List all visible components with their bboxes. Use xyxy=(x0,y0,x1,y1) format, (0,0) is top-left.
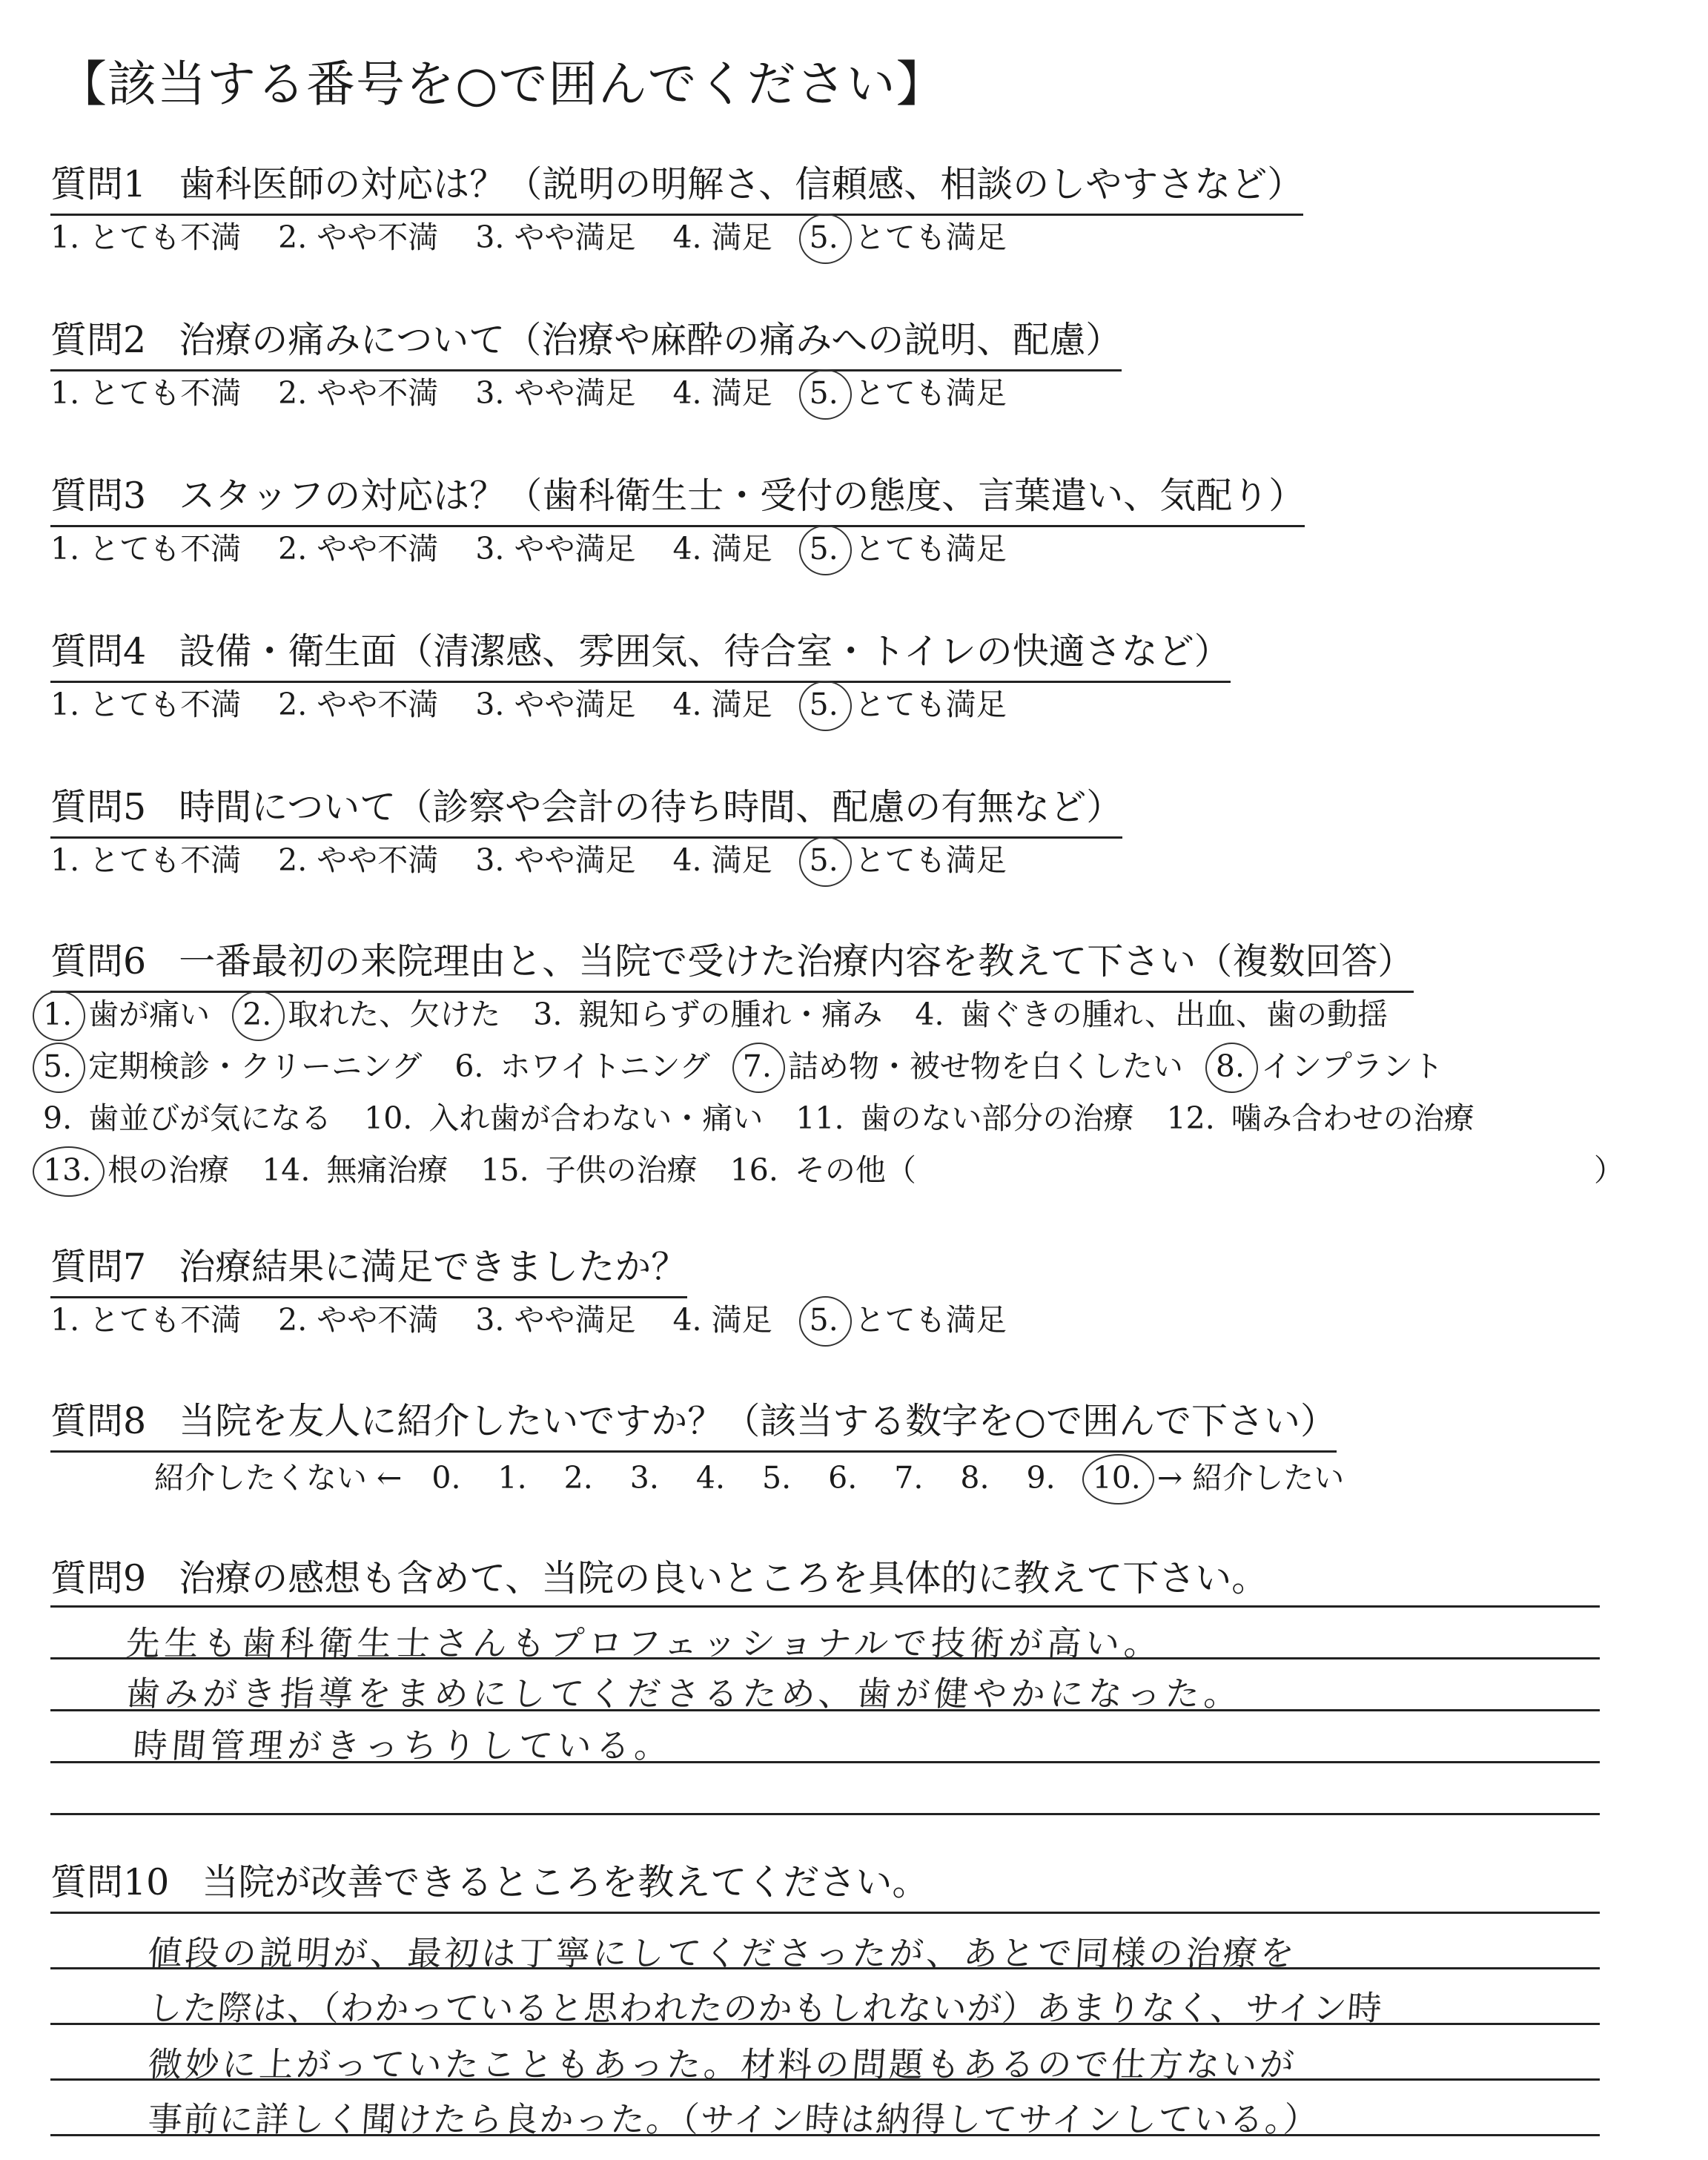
recommend-1[interactable]: 1. xyxy=(497,1460,527,1496)
page-title: 【該当する番号を○で囲んでください】 xyxy=(58,56,946,113)
option-1[interactable]: 1. とても不満 xyxy=(50,219,242,255)
recommend-3[interactable]: 3. xyxy=(629,1460,659,1496)
question-6-label: 質問6 xyxy=(50,940,147,982)
question-2-label: 質問2 xyxy=(50,319,147,361)
recommend-left-label: 紹介したくない ← xyxy=(154,1460,403,1496)
option-2[interactable]: 2. やや不満 xyxy=(278,842,439,878)
option-4[interactable]: 4. 満足 xyxy=(672,531,772,567)
option-3[interactable]: 3. やや満足 xyxy=(475,687,636,722)
option-4[interactable]: 4. 満足 xyxy=(672,1302,772,1338)
reason-4-text: 歯ぐきの腫れ、出血、歯の動揺 xyxy=(960,997,1388,1032)
reason-9-text: 歯並びが気になる xyxy=(88,1100,332,1136)
option-5-selected[interactable]: 5. xyxy=(809,687,838,722)
question-10-label: 質問10 xyxy=(50,1861,170,1903)
question-8-label: 質問8 xyxy=(50,1400,147,1442)
reason-8-text: インプラント xyxy=(1261,1048,1443,1084)
reason-3-text: 親知らずの腫れ・痛み xyxy=(578,997,883,1032)
option-1[interactable]: 1. とても不満 xyxy=(50,842,242,878)
reason-6-text: ホワイトニング xyxy=(500,1048,710,1084)
q10-answer-line-2[interactable]: した際は、（わかっていると思われたのかもしれないが）あまりなく、サイン時 xyxy=(146,1988,1384,2028)
reason-1-number[interactable]: 1. xyxy=(43,997,73,1032)
question-8 xyxy=(50,1393,1337,1453)
reason-5-text: 定期検診・クリーニング xyxy=(88,1048,423,1084)
option-5-label: とても満足 xyxy=(854,842,1007,878)
recommend-7[interactable]: 7. xyxy=(894,1460,924,1496)
question-8-text: 当院を友人に紹介したいですか？（該当する数字を○で囲んで下さい） xyxy=(179,1400,1337,1442)
question-3-label: 質問3 xyxy=(50,475,147,517)
option-1[interactable]: 1. とても不満 xyxy=(50,531,242,567)
question-5 xyxy=(50,779,1122,839)
reason-13-text: 根の治療 xyxy=(107,1152,230,1188)
question-4-text: 設備・衛生面（清潔感、雰囲気、待合室・トイレの快適さなど） xyxy=(179,630,1231,673)
reason-7-number[interactable]: 7. xyxy=(742,1048,772,1084)
reason-13-number[interactable]: 13. xyxy=(43,1152,92,1188)
q10-answer-line-3[interactable]: 微妙に上がっていたこともあった。材料の問題もあるので仕方ないが xyxy=(146,2044,1299,2084)
question-1-text: 歯科医師の対応は？（説明の明解さ、信頼感、相談のしやすさなど） xyxy=(179,163,1304,205)
recommend-8[interactable]: 8. xyxy=(960,1460,990,1496)
question-2-scale xyxy=(50,369,1007,412)
option-2[interactable]: 2. やや不満 xyxy=(278,687,439,722)
question-6-row-4 xyxy=(43,1146,949,1189)
reason-11-number[interactable]: 11. xyxy=(795,1100,844,1136)
reason-3-number[interactable]: 3. xyxy=(533,997,563,1032)
recommend-10-selected[interactable]: 10. xyxy=(1092,1460,1141,1496)
option-4[interactable]: 4. 満足 xyxy=(672,219,772,255)
question-9-text: 治療の感想も含めて、当院の良いところを具体的に教えて下さい。 xyxy=(179,1557,1268,1599)
question-7-scale xyxy=(50,1295,1007,1339)
question-2-text: 治療の痛みについて（治療や麻酔の痛みへの説明、配慮） xyxy=(179,319,1122,361)
reason-2-number[interactable]: 2. xyxy=(242,997,272,1032)
recommend-right-label: → 紹介したい xyxy=(1156,1460,1345,1496)
recommend-5[interactable]: 5. xyxy=(762,1460,792,1496)
option-1[interactable]: 1. とても不満 xyxy=(50,1302,242,1338)
question-2 xyxy=(50,311,1122,371)
question-5-text: 時間について（診察や会計の待ち時間、配慮の有無など） xyxy=(179,786,1123,828)
question-3-scale xyxy=(50,524,1007,568)
option-5-label: とても満足 xyxy=(854,531,1007,567)
option-5-selected[interactable]: 5. xyxy=(809,1302,838,1338)
question-7 xyxy=(50,1238,687,1298)
option-4[interactable]: 4. 満足 xyxy=(672,375,772,411)
reason-5-number[interactable]: 5. xyxy=(43,1048,73,1084)
reason-15-number[interactable]: 15. xyxy=(480,1152,529,1188)
question-1-label: 質問1 xyxy=(50,163,147,205)
question-4-scale xyxy=(50,680,1007,724)
option-5-selected[interactable]: 5. xyxy=(809,375,838,411)
option-3[interactable]: 3. やや満足 xyxy=(475,842,636,878)
option-2[interactable]: 2. やや不満 xyxy=(278,1302,439,1338)
question-8-scale xyxy=(154,1453,1344,1497)
option-3[interactable]: 3. やや満足 xyxy=(475,1302,636,1338)
q10-answer-line-1[interactable]: 値段の説明が、最初は丁寧にしてくださったが、あとで同様の治療を xyxy=(146,1933,1299,1973)
question-3-text: スタッフの対応は？（歯科衛生士・受付の態度、言葉遣い、気配り） xyxy=(179,475,1305,517)
option-4[interactable]: 4. 満足 xyxy=(672,842,772,878)
reason-16-number[interactable]: 16. xyxy=(729,1152,778,1188)
option-5-selected[interactable]: 5. xyxy=(809,219,838,255)
option-3[interactable]: 3. やや満足 xyxy=(475,375,636,411)
recommend-2[interactable]: 2. xyxy=(563,1460,593,1496)
option-2[interactable]: 2. やや不満 xyxy=(278,531,439,567)
question-6-row-2 xyxy=(43,1042,1476,1086)
question-7-label: 質問7 xyxy=(50,1246,147,1288)
option-3[interactable]: 3. やや満足 xyxy=(475,531,636,567)
option-5-label: とても満足 xyxy=(854,1302,1007,1338)
reason-10-number[interactable]: 10. xyxy=(364,1100,413,1136)
reason-16-text: その他（ xyxy=(794,1152,916,1188)
option-3[interactable]: 3. やや満足 xyxy=(475,219,636,255)
option-5-selected[interactable]: 5. xyxy=(809,531,838,567)
reason-7-text: 詰め物・被せ物を白くしたい xyxy=(787,1048,1183,1084)
reason-15-text: 子供の治療 xyxy=(545,1152,698,1188)
question-6-row-3 xyxy=(43,1094,1507,1137)
q9-answer-line-3[interactable]: 時間管理がきっちりしている。 xyxy=(131,1725,675,1766)
option-2[interactable]: 2. やや不満 xyxy=(278,375,439,411)
q9-answer-line-2[interactable]: 歯みがき指導をまめにしてくださるため、歯が健やかになった。 xyxy=(124,1674,1244,1714)
reason-14-number[interactable]: 14. xyxy=(262,1152,311,1188)
question-4 xyxy=(50,623,1231,683)
reason-10-text: 入れ歯が合わない・痛い xyxy=(428,1100,764,1136)
reason-1-text: 歯が痛い xyxy=(88,997,211,1032)
option-5-label: とても満足 xyxy=(854,687,1007,722)
reason-9-number[interactable]: 9. xyxy=(43,1100,73,1136)
reason-8-number[interactable]: 8. xyxy=(1215,1048,1245,1084)
recommend-9[interactable]: 9. xyxy=(1026,1460,1056,1496)
option-5-label: とても満足 xyxy=(854,219,1007,255)
option-1[interactable]: 1. とても不満 xyxy=(50,687,242,722)
reason-2-text: 取れた、欠けた xyxy=(288,997,501,1032)
question-4-label: 質問4 xyxy=(50,630,147,673)
option-5-label: とても満足 xyxy=(854,375,1007,411)
question-9 xyxy=(50,1550,1268,1608)
reason-4-number[interactable]: 4. xyxy=(915,997,944,1032)
q9-answer-line-1[interactable]: 先生も歯科衛生士さんもプロフェッショナルで技術が高い。 xyxy=(124,1623,1165,1663)
answer-line xyxy=(50,1605,1600,1608)
reason-6-number[interactable]: 6. xyxy=(454,1048,484,1084)
answer-line xyxy=(50,1912,1600,1914)
option-2[interactable]: 2. やや不満 xyxy=(278,219,439,255)
question-9-label: 質問9 xyxy=(50,1557,147,1599)
question-6 xyxy=(50,933,1414,993)
question-10 xyxy=(50,1854,928,1912)
reason-12-text: 噛み合わせの治療 xyxy=(1231,1100,1474,1136)
question-7-text: 治療結果に満足できましたか？ xyxy=(179,1246,688,1288)
recommend-4[interactable]: 4. xyxy=(695,1460,726,1496)
answer-line xyxy=(50,1813,1600,1815)
question-10-text: 当院が改善できるところを教えてください。 xyxy=(202,1861,929,1903)
reason-12-number[interactable]: 12. xyxy=(1166,1100,1215,1136)
reason-14-text: 無痛治療 xyxy=(326,1152,448,1188)
question-3 xyxy=(50,467,1305,527)
option-1[interactable]: 1. とても不満 xyxy=(50,375,242,411)
question-5-label: 質問5 xyxy=(50,786,147,828)
reason-11-text: 歯のない部分の治療 xyxy=(860,1100,1134,1136)
question-6-row-1 xyxy=(43,990,1420,1034)
question-1-scale xyxy=(50,213,1007,257)
other-close-paren: ） xyxy=(1594,1152,1624,1188)
q10-answer-line-4[interactable]: 事前に詳しく聞けたら良かった。（サイン時は納得してサインしている。） xyxy=(146,2099,1321,2139)
option-4[interactable]: 4. 満足 xyxy=(672,687,772,722)
recommend-0[interactable]: 0. xyxy=(431,1460,461,1496)
question-5-scale xyxy=(50,836,1007,879)
recommend-6[interactable]: 6. xyxy=(828,1460,858,1496)
question-6-text: 一番最初の来院理由と、当院で受けた治療内容を教えて下さい（複数回答） xyxy=(179,940,1414,982)
question-1 xyxy=(50,156,1303,216)
option-5-selected[interactable]: 5. xyxy=(809,842,838,878)
